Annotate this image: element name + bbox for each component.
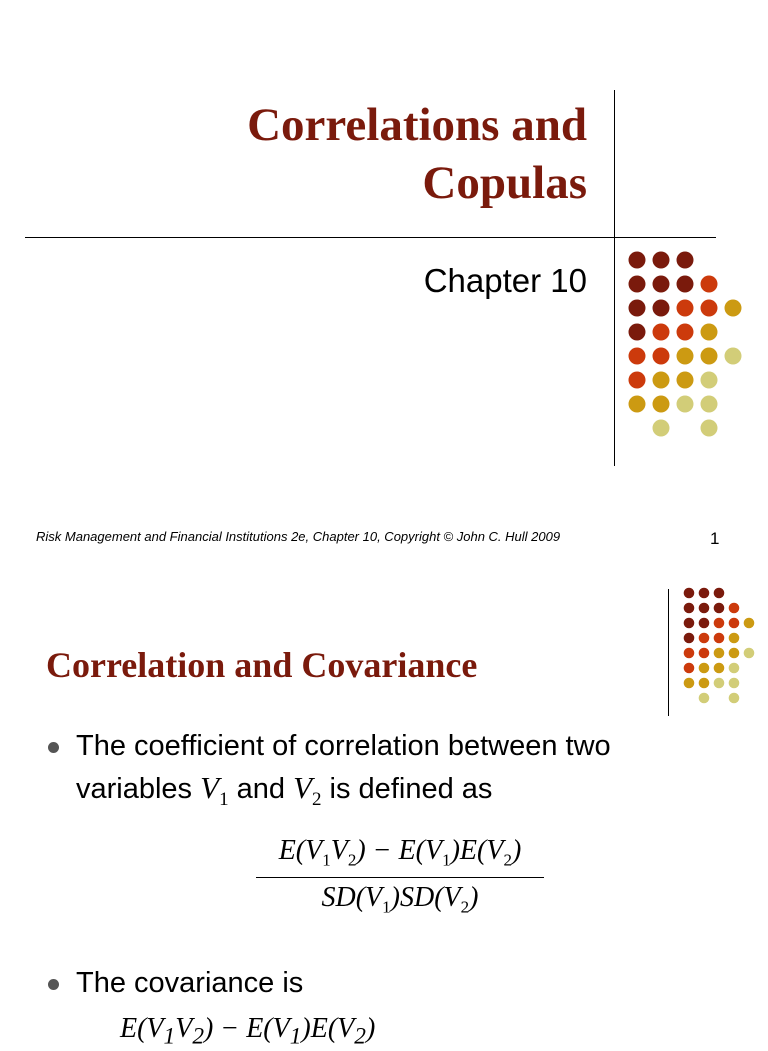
decorative-dot xyxy=(729,678,740,689)
text-segment: is defined as xyxy=(321,773,493,805)
decorative-dot xyxy=(701,396,718,413)
decorative-dot xyxy=(684,678,695,689)
text-segment: variables xyxy=(76,773,201,805)
decorative-dot xyxy=(729,633,740,644)
bullet-dot xyxy=(48,979,59,990)
decorative-dot xyxy=(699,663,710,674)
variable-v1 xyxy=(200,770,229,811)
decorative-dot xyxy=(699,618,710,629)
slide-subtitle: Chapter 10 xyxy=(423,262,587,299)
decorative-dot xyxy=(714,603,725,614)
decorative-dot xyxy=(714,663,725,674)
decorative-dot xyxy=(701,300,718,317)
decorative-dot xyxy=(701,348,718,365)
dot-grid-small xyxy=(682,587,762,697)
decorative-dot xyxy=(714,678,725,689)
decorative-dot xyxy=(714,588,725,599)
decorative-dot xyxy=(653,300,670,317)
bullet-text xyxy=(76,726,611,820)
vertical-divider xyxy=(668,589,669,716)
decorative-dot xyxy=(677,324,694,341)
decorative-dot xyxy=(725,348,742,365)
decorative-dot xyxy=(677,276,694,293)
title-line-2: Copulas xyxy=(422,157,587,209)
decorative-dot xyxy=(684,618,695,629)
decorative-dot xyxy=(653,324,670,341)
content-slide xyxy=(0,565,768,1050)
decorative-dot xyxy=(677,372,694,389)
decorative-dot xyxy=(714,633,725,644)
slide-title xyxy=(247,96,587,212)
decorative-dot xyxy=(653,396,670,413)
decorative-dot xyxy=(684,603,695,614)
decorative-dot xyxy=(744,618,755,629)
decorative-dot xyxy=(701,372,718,389)
decorative-dot xyxy=(629,348,646,365)
decorative-dot xyxy=(699,648,710,659)
vertical-divider xyxy=(614,90,615,466)
formula-numerator: $E(V_1V_2) - E(V_1)E(V_2)$ xyxy=(278,835,522,870)
decorative-dot xyxy=(701,420,718,437)
decorative-dot xyxy=(701,324,718,341)
dot-pattern-decoration xyxy=(625,248,755,438)
decorative-dot xyxy=(653,420,670,437)
decorative-dot xyxy=(701,276,718,293)
title-line-1: Correlations and xyxy=(247,99,587,151)
bullet-line-2 xyxy=(76,767,611,820)
decorative-dot xyxy=(653,348,670,365)
var-letter: V xyxy=(293,770,312,805)
bullet-dot xyxy=(48,742,59,753)
dot-grid-large xyxy=(625,248,755,438)
decorative-dot xyxy=(629,396,646,413)
decorative-dot xyxy=(629,300,646,317)
subscript: 1 xyxy=(219,789,229,811)
decorative-dot xyxy=(744,648,755,659)
bullet-text: The covariance is xyxy=(76,967,304,999)
decorative-dot xyxy=(699,603,710,614)
slide-title: Correlation and Covariance xyxy=(46,645,478,685)
decorative-dot xyxy=(699,693,710,704)
slide-footer: Risk Management and Financial Institutions 2e, Chapter 10, Copyright © John C. Hull 2009 xyxy=(36,529,561,544)
decorative-dot xyxy=(684,633,695,644)
var-letter: V xyxy=(200,770,220,805)
decorative-dot xyxy=(684,588,695,599)
correlation-formula xyxy=(250,835,550,917)
decorative-dot xyxy=(653,372,670,389)
decorative-dot xyxy=(629,324,646,341)
decorative-dot xyxy=(699,678,710,689)
decorative-dot xyxy=(653,276,670,293)
decorative-dot xyxy=(684,648,695,659)
fraction-bar xyxy=(256,877,544,878)
subscript: 2 xyxy=(312,789,322,811)
text-segment: and xyxy=(228,773,294,805)
decorative-dot xyxy=(684,663,695,674)
decorative-dot xyxy=(725,300,742,317)
decorative-dot xyxy=(729,693,740,704)
horizontal-divider xyxy=(25,237,716,238)
decorative-dot xyxy=(699,633,710,644)
decorative-dot xyxy=(729,663,740,674)
decorative-dot xyxy=(677,396,694,413)
decorative-dot xyxy=(714,648,725,659)
decorative-dot xyxy=(629,252,646,269)
decorative-dot xyxy=(677,252,694,269)
dot-pattern-decoration-small xyxy=(682,587,762,697)
formula-denominator: $SD(V_1)SD(V_2)$ xyxy=(321,881,479,917)
decorative-dot xyxy=(714,618,725,629)
decorative-dot xyxy=(729,618,740,629)
decorative-dot xyxy=(729,603,740,614)
bullet-line-1: The coefficient of correlation between two xyxy=(76,730,611,762)
decorative-dot xyxy=(653,252,670,269)
decorative-dot xyxy=(629,372,646,389)
decorative-dot xyxy=(729,648,740,659)
page-number: 1 xyxy=(710,529,720,548)
decorative-dot xyxy=(677,348,694,365)
decorative-dot xyxy=(699,588,710,599)
covariance-formula-partial: $E(V_1V_2) - E(V_1)E(V_2)$ xyxy=(120,1013,376,1050)
variable-v2 xyxy=(293,770,322,811)
decorative-dot xyxy=(677,300,694,317)
decorative-dot xyxy=(629,276,646,293)
